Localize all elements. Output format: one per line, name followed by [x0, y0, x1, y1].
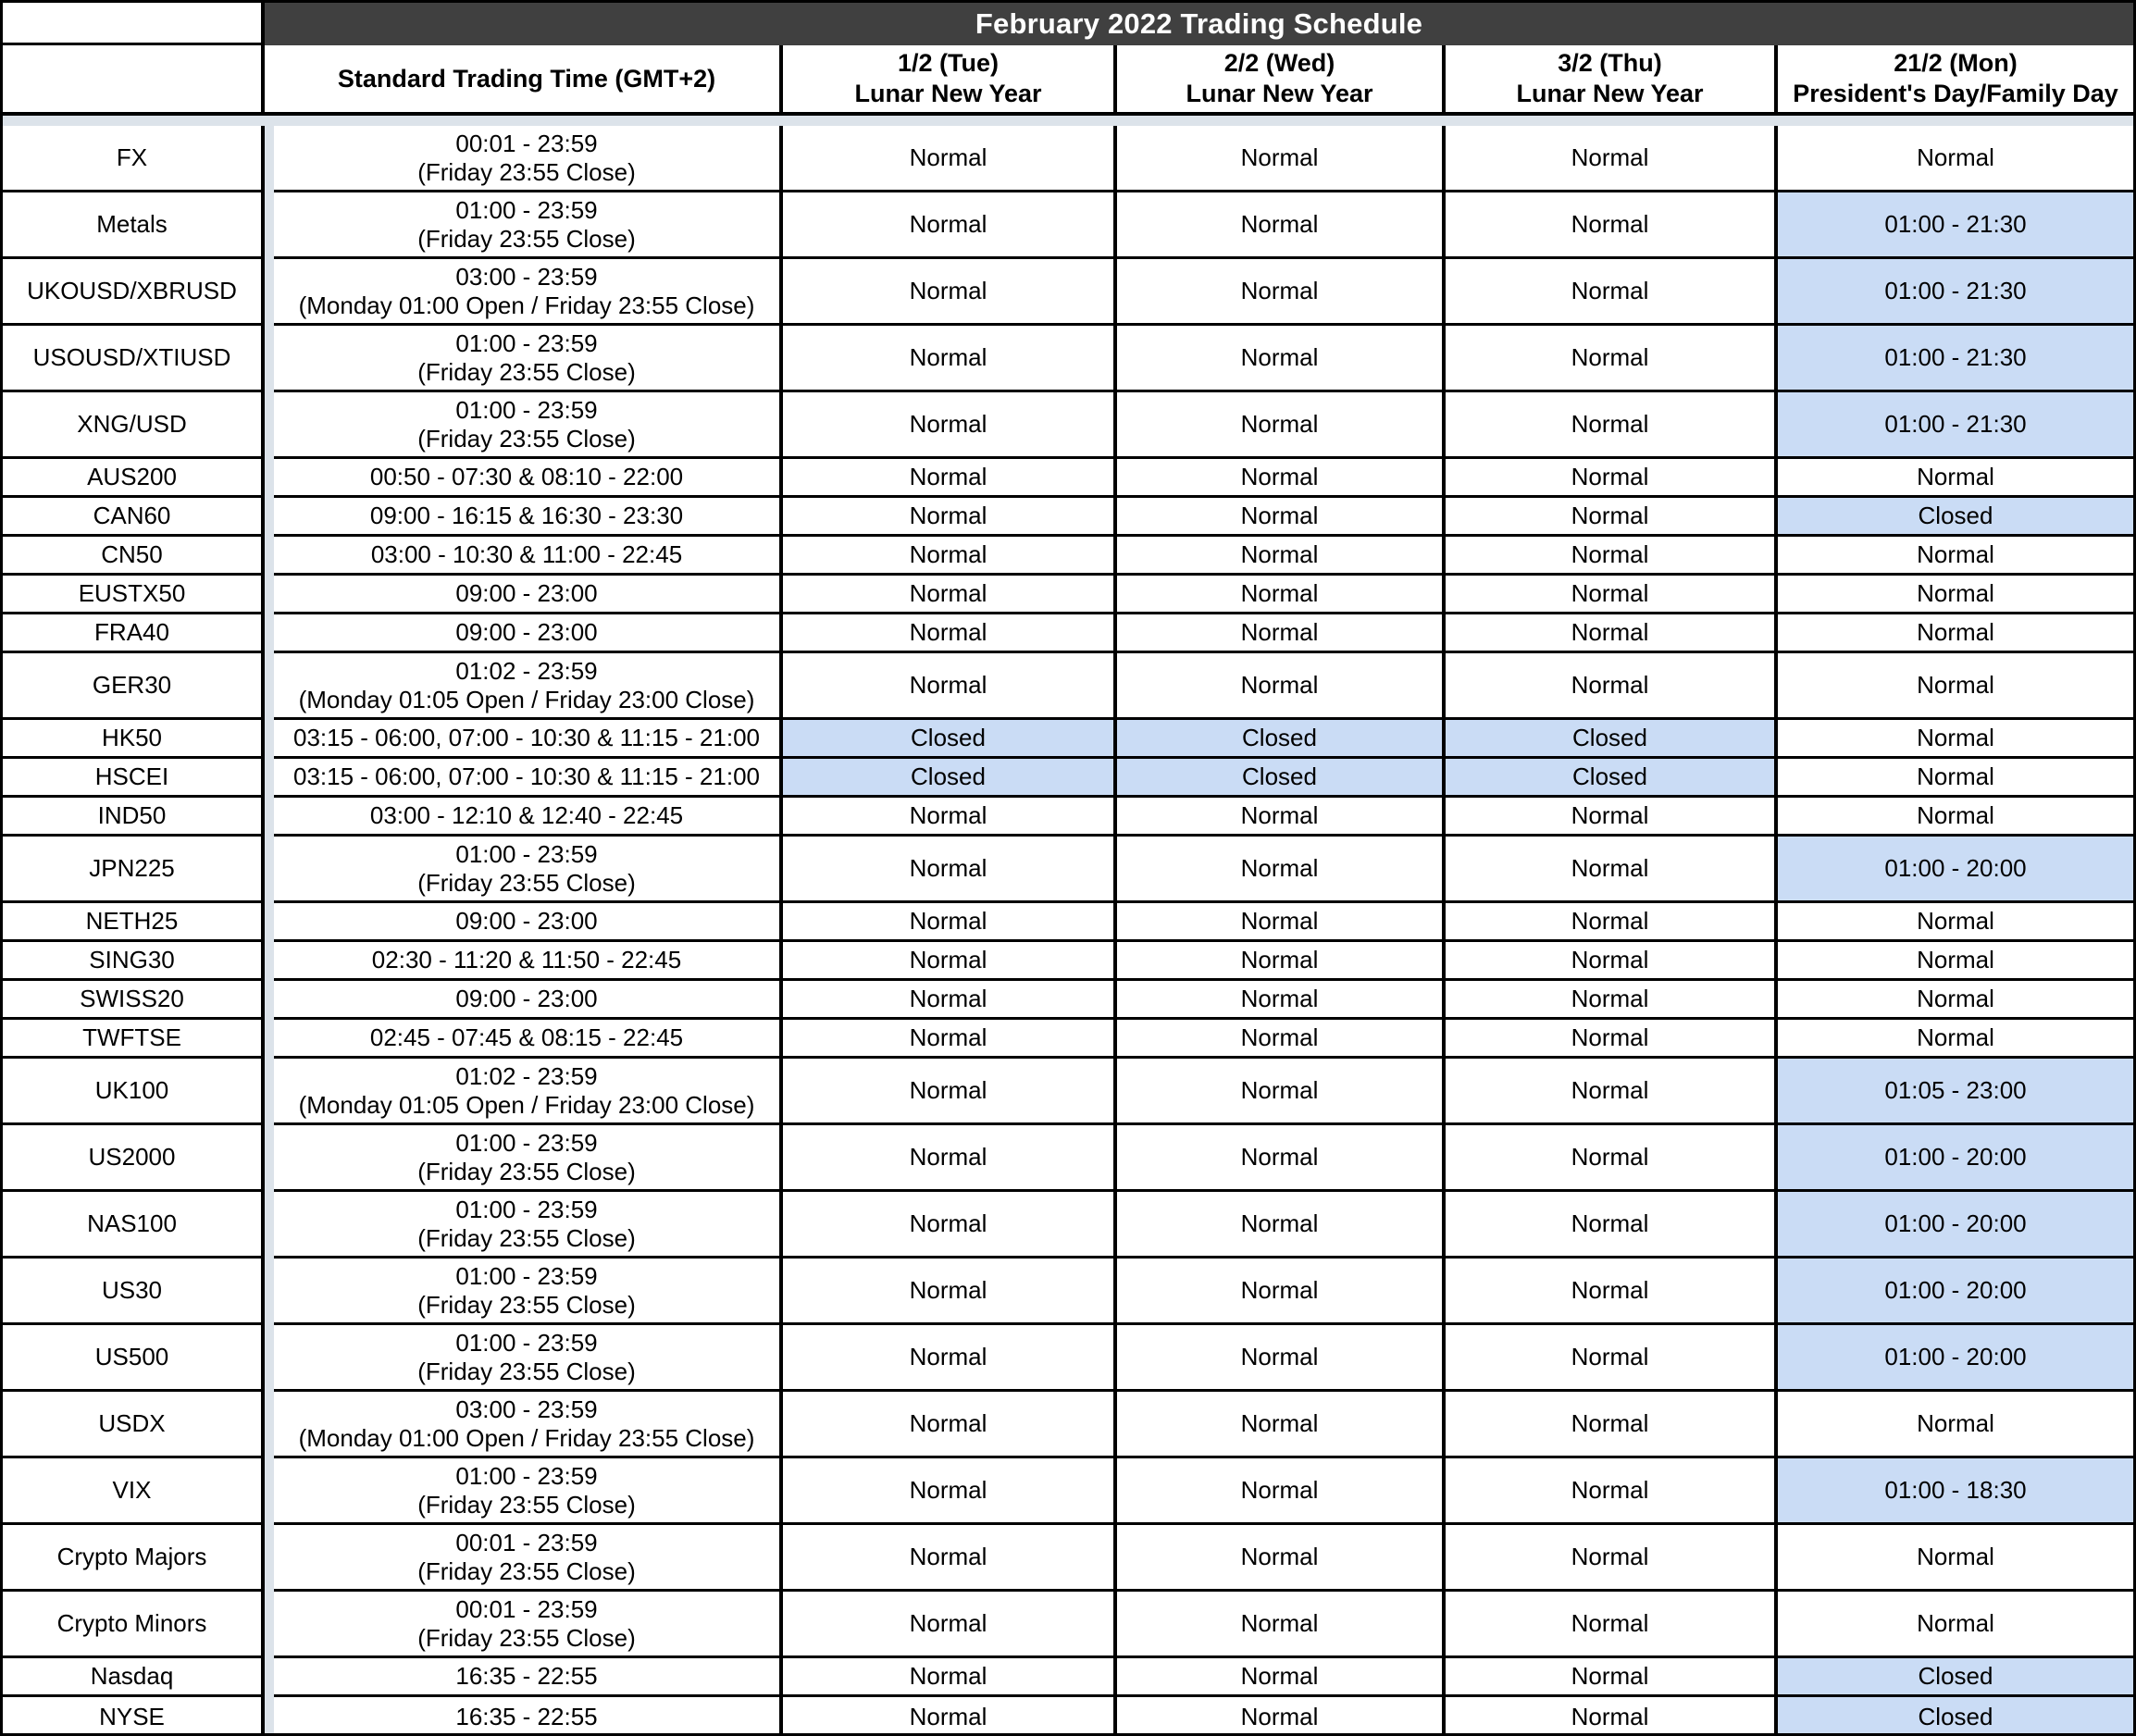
column-gap [265, 1458, 274, 1525]
day-cell-feb3: Normal [1446, 1658, 1778, 1697]
table-body [3, 126, 2133, 1736]
day-cell-feb1: Normal [783, 614, 1117, 653]
column-header-feb21 [1778, 45, 2133, 116]
column-gap [265, 837, 274, 903]
day-cell-feb21: Normal [1778, 126, 2133, 192]
day-cell-feb2: Normal [1117, 1525, 1446, 1592]
instrument-cell: NETH25 [3, 903, 265, 942]
day-cell-feb2: Normal [1117, 1020, 1446, 1059]
standard-time-cell: 16:35 - 22:55 [274, 1658, 783, 1697]
day-cell-feb3: Normal [1446, 942, 1778, 981]
day-cell-feb21: 01:00 - 21:30 [1778, 192, 2133, 259]
instrument-cell: Metals [3, 192, 265, 259]
standard-time-cell: 09:00 - 16:15 & 16:30 - 23:30 [274, 498, 783, 537]
table-row [3, 392, 2133, 459]
day-cell-feb2: Normal [1117, 1259, 1446, 1325]
column-gap [265, 1697, 274, 1736]
day-cell-feb3: Closed [1446, 759, 1778, 798]
day-cell-feb1: Normal [783, 1325, 1117, 1392]
table-row [3, 720, 2133, 759]
day-cell-feb1: Closed [783, 759, 1117, 798]
standard-time-cell: 00:01 - 23:59 (Friday 23:55 Close) [274, 126, 783, 192]
day-cell-feb1: Normal [783, 192, 1117, 259]
day-cell-feb3: Closed [1446, 720, 1778, 759]
header-row [3, 45, 2133, 116]
column-gap [265, 614, 274, 653]
instrument-cell: HSCEI [3, 759, 265, 798]
table-row [3, 498, 2133, 537]
table-row [3, 798, 2133, 837]
day-cell-feb2: Normal [1117, 498, 1446, 537]
day-cell-feb1: Normal [783, 459, 1117, 498]
day-cell-feb2: Normal [1117, 798, 1446, 837]
day-cell-feb21: Normal [1778, 537, 2133, 576]
day-cell-feb1: Normal [783, 326, 1117, 392]
day-cell-feb21: Normal [1778, 459, 2133, 498]
instrument-cell: NAS100 [3, 1192, 265, 1259]
column-gap [265, 903, 274, 942]
column-gap [265, 759, 274, 798]
column-header-sublabel: Lunar New Year [1186, 80, 1373, 107]
instrument-cell: Nasdaq [3, 1658, 265, 1697]
day-cell-feb21: Normal [1778, 614, 2133, 653]
day-cell-feb21: Normal [1778, 759, 2133, 798]
day-cell-feb21: Closed [1778, 1658, 2133, 1697]
table-row [3, 1658, 2133, 1697]
day-cell-feb3: Normal [1446, 1125, 1778, 1192]
day-cell-feb3: Normal [1446, 126, 1778, 192]
day-cell-feb1: Normal [783, 498, 1117, 537]
day-cell-feb1: Normal [783, 1697, 1117, 1736]
day-cell-feb3: Normal [1446, 1392, 1778, 1458]
day-cell-feb1: Normal [783, 1592, 1117, 1658]
day-cell-feb2: Closed [1117, 720, 1446, 759]
day-cell-feb2: Normal [1117, 1125, 1446, 1192]
day-cell-feb1: Normal [783, 1059, 1117, 1125]
table-row [3, 614, 2133, 653]
standard-time-cell: 09:00 - 23:00 [274, 903, 783, 942]
day-cell-feb3: Normal [1446, 1697, 1778, 1736]
day-cell-feb3: Normal [1446, 981, 1778, 1020]
day-cell-feb21: Normal [1778, 653, 2133, 720]
header-corner-cell [3, 45, 265, 116]
day-cell-feb1: Normal [783, 1658, 1117, 1697]
instrument-cell: TWFTSE [3, 1020, 265, 1059]
day-cell-feb3: Normal [1446, 392, 1778, 459]
standard-time-cell: 02:45 - 07:45 & 08:15 - 22:45 [274, 1020, 783, 1059]
day-cell-feb21: Normal [1778, 720, 2133, 759]
column-gap [265, 653, 274, 720]
day-cell-feb21: 01:00 - 20:00 [1778, 1325, 2133, 1392]
table-row [3, 759, 2133, 798]
day-cell-feb1: Normal [783, 653, 1117, 720]
day-cell-feb3: Normal [1446, 614, 1778, 653]
column-gap [265, 392, 274, 459]
day-cell-feb3: Normal [1446, 1592, 1778, 1658]
column-gap [265, 798, 274, 837]
day-cell-feb2: Normal [1117, 326, 1446, 392]
day-cell-feb2: Normal [1117, 1059, 1446, 1125]
day-cell-feb1: Normal [783, 1392, 1117, 1458]
table-row [3, 192, 2133, 259]
table-row [3, 653, 2133, 720]
standard-time-cell: 03:00 - 23:59 (Monday 01:00 Open / Friday 23:55 Close) [274, 1392, 783, 1458]
day-cell-feb2: Normal [1117, 392, 1446, 459]
day-cell-feb21: 01:00 - 20:00 [1778, 1125, 2133, 1192]
column-gap [265, 126, 274, 192]
standard-time-cell: 01:02 - 23:59 (Monday 01:05 Open / Friday 23:00 Close) [274, 653, 783, 720]
day-cell-feb2: Normal [1117, 653, 1446, 720]
instrument-cell: UK100 [3, 1059, 265, 1125]
day-cell-feb1: Normal [783, 1259, 1117, 1325]
standard-time-cell: 00:01 - 23:59 (Friday 23:55 Close) [274, 1592, 783, 1658]
column-gap [265, 1325, 274, 1392]
standard-time-cell: 03:00 - 10:30 & 11:00 - 22:45 [274, 537, 783, 576]
title-row [3, 3, 2133, 45]
column-gap [265, 259, 274, 326]
day-cell-feb1: Normal [783, 1125, 1117, 1192]
column-gap [265, 459, 274, 498]
day-cell-feb2: Normal [1117, 1697, 1446, 1736]
column-header-label: 2/2 (Wed) [1223, 49, 1335, 77]
instrument-cell: HK50 [3, 720, 265, 759]
instrument-cell: FX [3, 126, 265, 192]
day-cell-feb21: 01:00 - 21:30 [1778, 326, 2133, 392]
day-cell-feb21: Closed [1778, 498, 2133, 537]
column-header-feb2 [1117, 45, 1446, 116]
day-cell-feb2: Normal [1117, 1192, 1446, 1259]
day-cell-feb21: 01:05 - 23:00 [1778, 1059, 2133, 1125]
table-row [3, 576, 2133, 614]
instrument-cell: CAN60 [3, 498, 265, 537]
separator-strip [3, 116, 2133, 126]
instrument-cell: GER30 [3, 653, 265, 720]
column-gap [265, 326, 274, 392]
day-cell-feb3: Normal [1446, 903, 1778, 942]
day-cell-feb1: Closed [783, 720, 1117, 759]
day-cell-feb2: Normal [1117, 614, 1446, 653]
day-cell-feb2: Normal [1117, 1458, 1446, 1525]
day-cell-feb3: Normal [1446, 498, 1778, 537]
table-row [3, 1020, 2133, 1059]
day-cell-feb2: Normal [1117, 903, 1446, 942]
table-row [3, 259, 2133, 326]
instrument-cell: NYSE [3, 1697, 265, 1736]
standard-time-cell: 03:00 - 12:10 & 12:40 - 22:45 [274, 798, 783, 837]
day-cell-feb21: Normal [1778, 1592, 2133, 1658]
day-cell-feb21: 01:00 - 20:00 [1778, 1192, 2133, 1259]
column-header-label: 1/2 (Tue) [897, 49, 999, 77]
standard-time-cell: 01:00 - 23:59 (Friday 23:55 Close) [274, 392, 783, 459]
standard-time-cell: 00:01 - 23:59 (Friday 23:55 Close) [274, 1525, 783, 1592]
standard-time-cell: 03:00 - 23:59 (Monday 01:00 Open / Friday 23:55 Close) [274, 259, 783, 326]
day-cell-feb21: 01:00 - 20:00 [1778, 837, 2133, 903]
day-cell-feb2: Normal [1117, 259, 1446, 326]
day-cell-feb3: Normal [1446, 576, 1778, 614]
standard-time-cell: 01:00 - 23:59 (Friday 23:55 Close) [274, 1458, 783, 1525]
day-cell-feb3: Normal [1446, 653, 1778, 720]
table-row [3, 459, 2133, 498]
table-row [3, 1392, 2133, 1458]
column-gap [265, 1392, 274, 1458]
day-cell-feb3: Normal [1446, 459, 1778, 498]
column-gap [265, 1125, 274, 1192]
table-title: February 2022 Trading Schedule [265, 3, 2133, 45]
instrument-cell: XNG/USD [3, 392, 265, 459]
column-gap [265, 1020, 274, 1059]
column-header-feb1 [783, 45, 1117, 116]
day-cell-feb1: Normal [783, 1525, 1117, 1592]
table-row [3, 126, 2133, 192]
day-cell-feb3: Normal [1446, 537, 1778, 576]
day-cell-feb3: Normal [1446, 1458, 1778, 1525]
instrument-cell: Crypto Majors [3, 1525, 265, 1592]
column-header-sublabel: President's Day/Family Day [1793, 80, 2118, 107]
standard-time-cell: 01:00 - 23:59 (Friday 23:55 Close) [274, 326, 783, 392]
day-cell-feb3: Normal [1446, 192, 1778, 259]
day-cell-feb21: 01:00 - 21:30 [1778, 259, 2133, 326]
table-row [3, 1325, 2133, 1392]
column-header-sublabel: Lunar New Year [854, 80, 1042, 107]
day-cell-feb3: Normal [1446, 1192, 1778, 1259]
day-cell-feb1: Normal [783, 126, 1117, 192]
standard-time-cell: 09:00 - 23:00 [274, 981, 783, 1020]
column-gap [265, 192, 274, 259]
column-gap [265, 576, 274, 614]
instrument-cell: US2000 [3, 1125, 265, 1192]
day-cell-feb1: Normal [783, 1458, 1117, 1525]
day-cell-feb1: Normal [783, 1020, 1117, 1059]
table-row [3, 1697, 2133, 1736]
day-cell-feb2: Normal [1117, 459, 1446, 498]
day-cell-feb21: Normal [1778, 576, 2133, 614]
day-cell-feb21: Closed [1778, 1697, 2133, 1736]
instrument-cell: USOUSD/XTIUSD [3, 326, 265, 392]
instrument-cell: UKOUSD/XBRUSD [3, 259, 265, 326]
instrument-cell: JPN225 [3, 837, 265, 903]
day-cell-feb3: Normal [1446, 1525, 1778, 1592]
day-cell-feb21: Normal [1778, 1392, 2133, 1458]
day-cell-feb1: Normal [783, 837, 1117, 903]
day-cell-feb2: Normal [1117, 576, 1446, 614]
table-row [3, 837, 2133, 903]
table-row [3, 1592, 2133, 1658]
day-cell-feb3: Normal [1446, 837, 1778, 903]
day-cell-feb1: Normal [783, 576, 1117, 614]
day-cell-feb1: Normal [783, 981, 1117, 1020]
column-gap [265, 942, 274, 981]
day-cell-feb2: Normal [1117, 1658, 1446, 1697]
column-gap [265, 1592, 274, 1658]
day-cell-feb1: Normal [783, 537, 1117, 576]
standard-time-cell: 01:00 - 23:59 (Friday 23:55 Close) [274, 1125, 783, 1192]
table-row [3, 942, 2133, 981]
column-gap [265, 537, 274, 576]
table-row [3, 1525, 2133, 1592]
column-gap [265, 1259, 274, 1325]
standard-time-cell: 01:00 - 23:59 (Friday 23:55 Close) [274, 837, 783, 903]
instrument-cell: Crypto Minors [3, 1592, 265, 1658]
day-cell-feb2: Normal [1117, 1392, 1446, 1458]
column-header-standard-time [274, 45, 783, 116]
day-cell-feb21: Normal [1778, 1525, 2133, 1592]
day-cell-feb3: Normal [1446, 798, 1778, 837]
standard-time-cell: 03:15 - 06:00, 07:00 - 10:30 & 11:15 - 21:00 [274, 720, 783, 759]
table-row [3, 537, 2133, 576]
column-gap [265, 45, 274, 116]
column-header-label: 3/2 (Thu) [1558, 49, 1662, 77]
day-cell-feb1: Normal [783, 259, 1117, 326]
standard-time-cell: 01:00 - 23:59 (Friday 23:55 Close) [274, 1259, 783, 1325]
standard-time-cell: 09:00 - 23:00 [274, 614, 783, 653]
day-cell-feb2: Normal [1117, 192, 1446, 259]
standard-time-cell: 16:35 - 22:55 [274, 1697, 783, 1736]
day-cell-feb1: Normal [783, 1192, 1117, 1259]
instrument-cell: US500 [3, 1325, 265, 1392]
column-gap [265, 720, 274, 759]
instrument-cell: EUSTX50 [3, 576, 265, 614]
day-cell-feb21: 01:00 - 21:30 [1778, 392, 2133, 459]
column-header-sublabel: Lunar New Year [1516, 80, 1704, 107]
day-cell-feb2: Normal [1117, 942, 1446, 981]
standard-time-cell: 01:00 - 23:59 (Friday 23:55 Close) [274, 192, 783, 259]
column-gap [265, 1059, 274, 1125]
day-cell-feb1: Normal [783, 798, 1117, 837]
standard-time-cell: 03:15 - 06:00, 07:00 - 10:30 & 11:15 - 21:00 [274, 759, 783, 798]
day-cell-feb2: Normal [1117, 1325, 1446, 1392]
day-cell-feb3: Normal [1446, 326, 1778, 392]
day-cell-feb1: Normal [783, 392, 1117, 459]
instrument-cell: IND50 [3, 798, 265, 837]
column-gap [265, 498, 274, 537]
column-gap [265, 981, 274, 1020]
column-header-feb3 [1446, 45, 1778, 116]
day-cell-feb1: Normal [783, 903, 1117, 942]
table-row [3, 903, 2133, 942]
day-cell-feb2: Normal [1117, 837, 1446, 903]
day-cell-feb3: Normal [1446, 1020, 1778, 1059]
table-row [3, 1259, 2133, 1325]
standard-time-cell: 02:30 - 11:20 & 11:50 - 22:45 [274, 942, 783, 981]
column-gap [265, 1658, 274, 1697]
day-cell-feb3: Normal [1446, 1325, 1778, 1392]
day-cell-feb3: Normal [1446, 1059, 1778, 1125]
column-gap [265, 1192, 274, 1259]
day-cell-feb21: Normal [1778, 798, 2133, 837]
day-cell-feb2: Normal [1117, 537, 1446, 576]
instrument-cell: AUS200 [3, 459, 265, 498]
instrument-cell: SWISS20 [3, 981, 265, 1020]
instrument-cell: FRA40 [3, 614, 265, 653]
day-cell-feb21: Normal [1778, 942, 2133, 981]
table-row [3, 1192, 2133, 1259]
day-cell-feb21: 01:00 - 20:00 [1778, 1259, 2133, 1325]
instrument-cell: CN50 [3, 537, 265, 576]
day-cell-feb2: Normal [1117, 126, 1446, 192]
instrument-cell: VIX [3, 1458, 265, 1525]
instrument-cell: SING30 [3, 942, 265, 981]
day-cell-feb21: Normal [1778, 903, 2133, 942]
title-corner-cell [3, 3, 265, 45]
standard-time-cell: 00:50 - 07:30 & 08:10 - 22:00 [274, 459, 783, 498]
day-cell-feb21: 01:00 - 18:30 [1778, 1458, 2133, 1525]
day-cell-feb21: Normal [1778, 1020, 2133, 1059]
day-cell-feb3: Normal [1446, 1259, 1778, 1325]
table-row [3, 1125, 2133, 1192]
instrument-cell: US30 [3, 1259, 265, 1325]
day-cell-feb1: Normal [783, 942, 1117, 981]
day-cell-feb21: Normal [1778, 981, 2133, 1020]
day-cell-feb2: Closed [1117, 759, 1446, 798]
table-row [3, 326, 2133, 392]
column-header-label: 21/2 (Mon) [1894, 49, 2018, 77]
column-header-label: Standard Trading Time (GMT+2) [337, 64, 716, 93]
day-cell-feb3: Normal [1446, 259, 1778, 326]
table-row [3, 1059, 2133, 1125]
standard-time-cell: 09:00 - 23:00 [274, 576, 783, 614]
instrument-cell: USDX [3, 1392, 265, 1458]
table-row [3, 981, 2133, 1020]
standard-time-cell: 01:02 - 23:59 (Monday 01:05 Open / Friday 23:00 Close) [274, 1059, 783, 1125]
standard-time-cell: 01:00 - 23:59 (Friday 23:55 Close) [274, 1192, 783, 1259]
column-gap [265, 1525, 274, 1592]
table-row [3, 1458, 2133, 1525]
day-cell-feb2: Normal [1117, 981, 1446, 1020]
standard-time-cell: 01:00 - 23:59 (Friday 23:55 Close) [274, 1325, 783, 1392]
day-cell-feb2: Normal [1117, 1592, 1446, 1658]
